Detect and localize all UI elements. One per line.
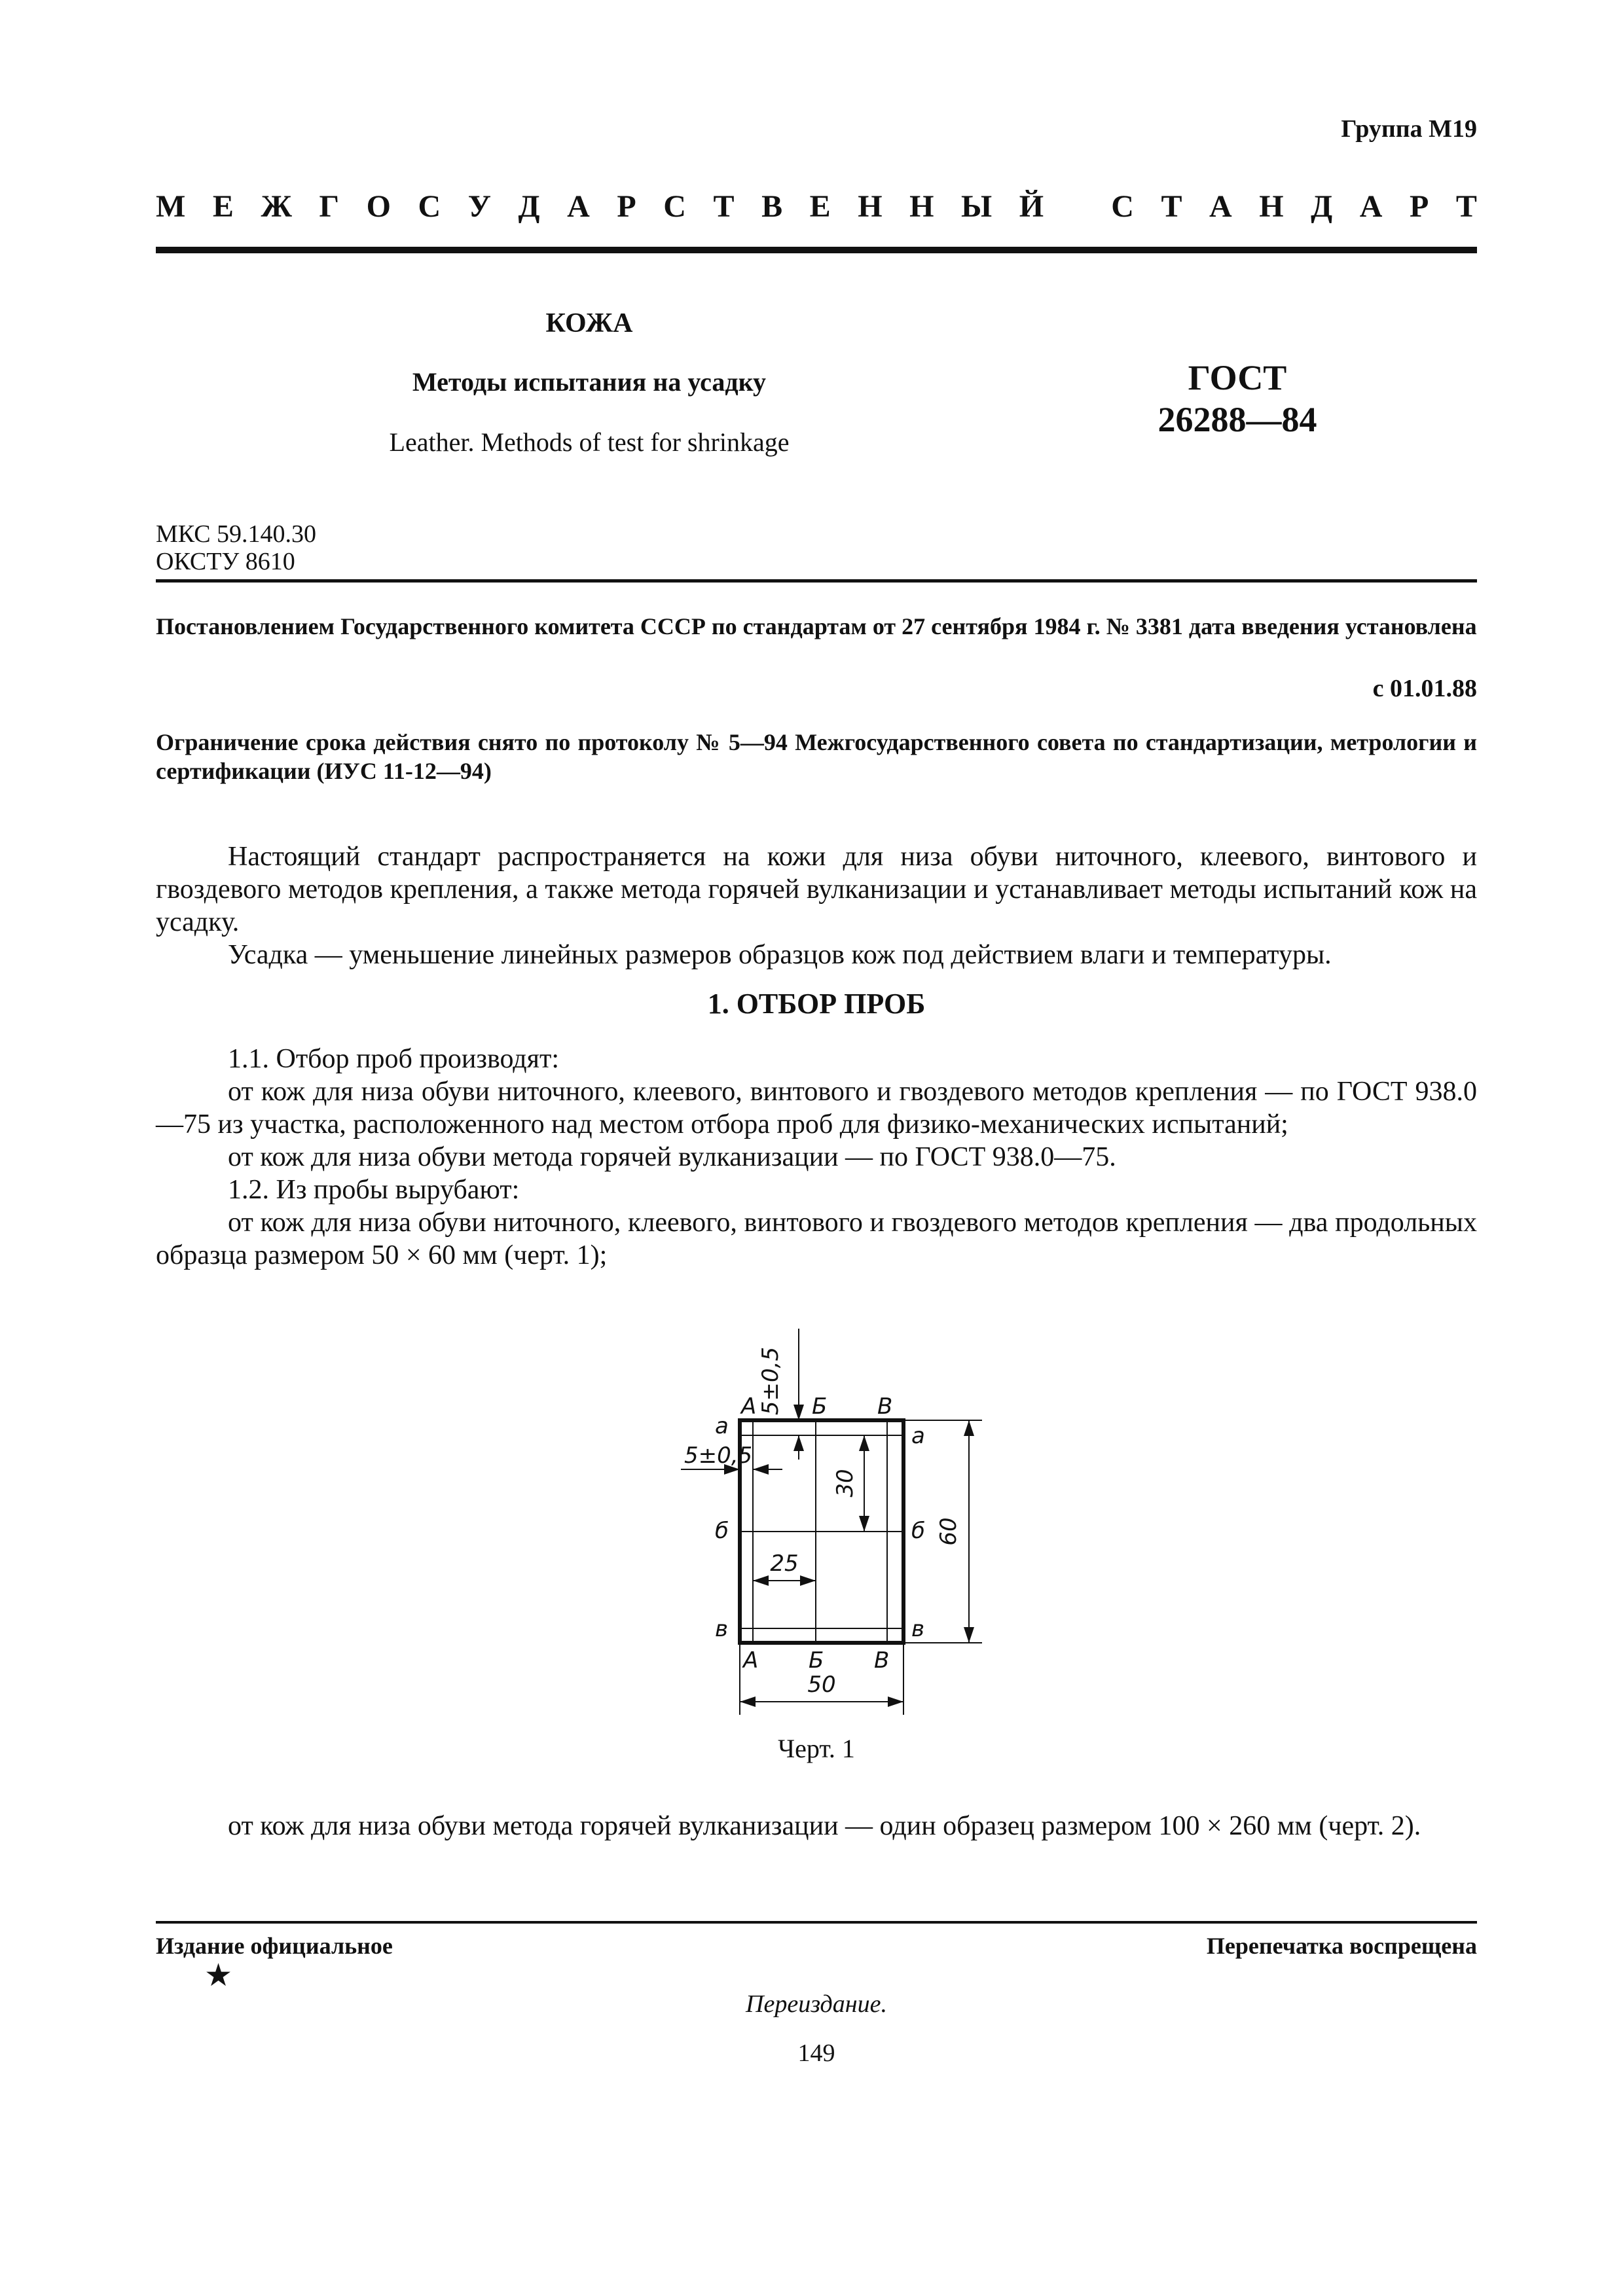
clause-1-2-item-2: от кож для низа обуви метода горячей вулканизации — один образец размером 100 × 260 мм (черт. 2). — [228, 1811, 1421, 1841]
banner-letter: Р — [617, 188, 636, 224]
dim-left-label: 5±0,5 — [684, 1443, 753, 1469]
banner-letter: С — [1111, 188, 1134, 224]
banner-letter: Т — [713, 188, 735, 224]
banner-letter: Д — [1311, 188, 1333, 224]
arrowhead — [753, 1464, 769, 1475]
banner-letter: Е — [212, 188, 234, 224]
banner-letter: Н — [1259, 188, 1284, 224]
group-label: Группа М19 — [1341, 115, 1477, 143]
row-label-b-left: б — [715, 1518, 729, 1544]
dim-top-label: 5±0,5 — [757, 1346, 784, 1416]
col-label-V-bottom: В — [874, 1647, 890, 1674]
codes-rule — [156, 579, 1477, 583]
banner-letter: Т — [1455, 188, 1477, 224]
row-label-v-right: в — [911, 1616, 925, 1642]
row-label-a-left: а — [715, 1413, 729, 1439]
section-heading: 1. ОТБОР ПРОБ — [707, 988, 926, 1020]
col-label-A-top: А — [741, 1393, 757, 1420]
col-label-A-bottom: А — [743, 1647, 759, 1674]
star-icon: ★ — [204, 1958, 233, 1993]
intro-paragraph-1: Настоящий стандарт распространяется на кожи для низа обуви ниточного, клеевого, винтового и гвоздевого методов крепления, а также метода горячей вулканизации и устанавливает методы испытаний кож на усадку. — [156, 842, 1477, 937]
restriction-text: Ограничение срока действия снято по протоколу № 5—94 Межгосударственного совета по стандартизации, метрологии и сертификации (ИУС 11-12—94) — [156, 729, 1477, 784]
reprint-prohibited-label: Перепечатка воспрещена — [1206, 1933, 1477, 1959]
banner-letter: Ж — [261, 188, 292, 224]
dim-60-label: 60 — [936, 1517, 962, 1546]
dim-50-label: 50 — [807, 1672, 836, 1698]
mks-code: МКС 59.140.30 — [156, 520, 317, 548]
banner-letter: А — [567, 188, 590, 224]
arrowhead — [964, 1420, 974, 1436]
banner-letter: Г — [319, 188, 340, 224]
banner-letter: Д — [518, 188, 540, 224]
col-label-B-bottom: Б — [809, 1647, 824, 1674]
banner-letter: Н — [909, 188, 934, 224]
okstu-code: ОКСТУ 8610 — [156, 548, 295, 575]
standard-banner — [156, 187, 1477, 226]
clause-1-1: 1.1. Отбор проб производят: — [228, 1044, 559, 1074]
footer-rule — [156, 1921, 1477, 1924]
document-title-english: Leather. Methods of test for shrinkage — [389, 427, 790, 457]
decree-date: с 01.01.88 — [1372, 675, 1477, 702]
col-label-V-top: В — [877, 1393, 893, 1420]
banner-letter: Ы — [961, 188, 993, 224]
document-subtitle: Методы испытания на усадку — [412, 367, 767, 397]
gost-designation — [1074, 357, 1401, 440]
banner-letter: Й — [1019, 188, 1044, 224]
col-label-B-top: Б — [812, 1393, 828, 1420]
specimen-drawing — [615, 1316, 1021, 1721]
arrowhead — [793, 1435, 804, 1451]
clause-1-1-item-2: от кож для низа обуви метода горячей вулканизации — по ГОСТ 938.0—75. — [228, 1142, 1116, 1172]
reissue-label: Переиздание. — [746, 1990, 887, 2018]
document-title: КОЖА — [545, 308, 633, 338]
banner-letter: С — [418, 188, 441, 224]
banner-letter: У — [467, 188, 491, 224]
banner-letter: Н — [858, 188, 883, 224]
banner-letter: Р — [1409, 188, 1429, 224]
intro-paragraph-2: Усадка — уменьшение линейных размеров образцов кож под действием влаги и температуры. — [228, 940, 1332, 970]
arrowhead — [800, 1575, 816, 1586]
header-rule — [156, 247, 1477, 253]
banner-letter: Т — [1161, 188, 1182, 224]
arrowhead — [859, 1435, 869, 1451]
dim-30-label: 30 — [832, 1469, 858, 1498]
gost-label: ГОСТ — [1188, 358, 1287, 397]
row-label-v-left: в — [715, 1616, 729, 1642]
banner-letter: А — [1359, 188, 1383, 224]
arrowhead — [740, 1696, 756, 1707]
banner-letter: А — [1209, 188, 1232, 224]
classification-codes — [156, 520, 316, 575]
row-label-b-right: б — [911, 1518, 925, 1544]
banner-letter: В — [761, 188, 783, 224]
clause-1-2: 1.2. Из пробы вырубают: — [228, 1175, 520, 1205]
banner-letter: С — [663, 188, 686, 224]
arrowhead — [753, 1575, 769, 1586]
row-label-a-right: а — [911, 1423, 925, 1449]
banner-letter: О — [366, 188, 391, 224]
intro-block — [156, 840, 1477, 971]
arrowhead — [964, 1627, 974, 1643]
after-figure-text — [156, 1810, 1477, 1842]
figure-caption: Черт. 1 — [778, 1734, 855, 1763]
arrowhead — [793, 1405, 804, 1420]
gost-number: 26288—84 — [1158, 400, 1317, 439]
page-number: 149 — [797, 2039, 835, 2067]
decree-text: Постановлением Государственного комитета СССР по стандартам от 27 сентября 1984 г. № 3381 дата введения установлена — [156, 613, 1477, 639]
arrowhead — [888, 1696, 903, 1707]
banner-letter: М — [156, 188, 186, 224]
arrowhead — [859, 1516, 869, 1532]
section1-body — [156, 1043, 1477, 1272]
clause-1-2-item-1: от кож для низа обуви ниточного, клеевого, винтового и гвоздевого методов крепления — два продольных образца размером 50 × 60 мм (черт. 1); — [156, 1208, 1477, 1270]
banner-letter: Е — [809, 188, 831, 224]
dim-25-label: 25 — [770, 1551, 799, 1577]
official-edition-label: Издание официальное — [156, 1933, 393, 1959]
clause-1-1-item-1: от кож для низа обуви ниточного, клеевого, винтового и гвоздевого методов крепления — по ГОСТ 938.0—75 из участка, расположенного над местом отбора проб для физико-механических испытаний; — [156, 1077, 1477, 1139]
